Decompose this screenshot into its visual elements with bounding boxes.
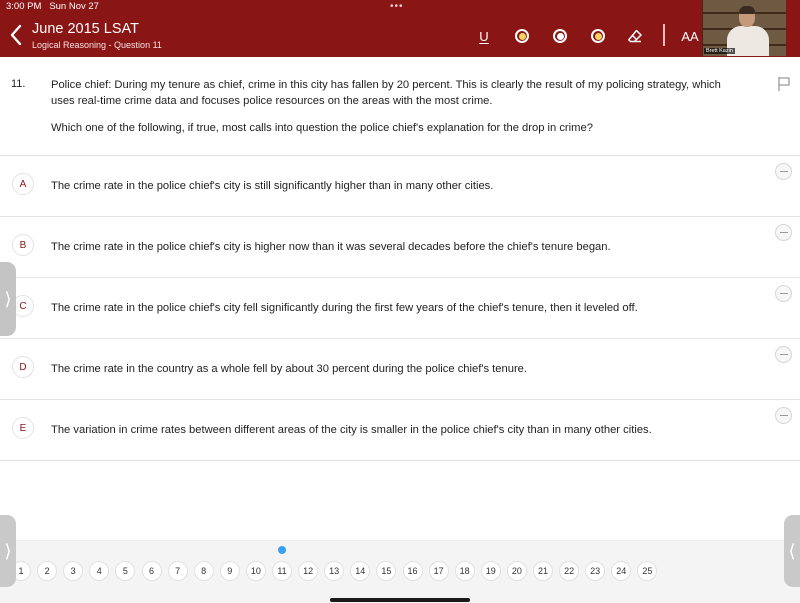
video-thumbnail[interactable] xyxy=(702,0,786,56)
chevron-left-icon: ⟨ xyxy=(788,540,796,561)
answer-letter: D xyxy=(12,356,34,378)
highlight-yellow-icon xyxy=(515,29,529,43)
question-nav-button[interactable]: 3 xyxy=(63,561,83,581)
question-nav-button[interactable]: 10 xyxy=(246,561,266,581)
strikethrough-icon[interactable] xyxy=(775,163,792,180)
question-nav-button[interactable]: 16 xyxy=(403,561,423,581)
chevron-right-icon: ⟩ xyxy=(4,540,12,561)
question-nav-button[interactable]: 17 xyxy=(429,561,449,581)
answer-choice-a[interactable] xyxy=(0,155,800,216)
question-nav-button[interactable]: 9 xyxy=(220,561,240,581)
highlight-white-icon xyxy=(553,29,567,43)
answer-letter: E xyxy=(12,417,34,439)
page-subtitle: Logical Reasoning - Question 11 xyxy=(32,40,162,50)
question-nav-button[interactable]: 12 xyxy=(298,561,318,581)
question-nav-button[interactable]: 13 xyxy=(324,561,344,581)
question-nav-button[interactable]: 7 xyxy=(168,561,188,581)
highlight-yellow-button[interactable] xyxy=(512,26,532,46)
question-nav-button[interactable]: 24 xyxy=(611,561,631,581)
question-nav-button[interactable]: 23 xyxy=(585,561,605,581)
question-nav-button[interactable]: 21 xyxy=(533,561,553,581)
answer-choice-b[interactable] xyxy=(0,216,800,277)
highlight-orange-icon xyxy=(591,29,605,43)
question-number: 11. xyxy=(11,78,26,90)
next-section-handle[interactable] xyxy=(784,515,800,587)
underline-icon: U xyxy=(479,28,489,44)
strikethrough-icon[interactable] xyxy=(775,224,792,241)
chevron-right-icon: ⟩ xyxy=(4,288,12,309)
question-nav-button[interactable]: 14 xyxy=(350,561,370,581)
divider xyxy=(0,460,800,461)
page-title: June 2015 LSAT xyxy=(32,21,139,37)
question-nav-button[interactable]: 19 xyxy=(481,561,501,581)
answer-text: The crime rate in the country as a whole fell by about 30 percent during the police chief's tenure. xyxy=(51,363,528,375)
font-size-button[interactable] xyxy=(678,26,702,46)
question-nav-button[interactable]: 5 xyxy=(115,561,135,581)
question-nav-button[interactable]: 20 xyxy=(507,561,527,581)
current-question-indicator xyxy=(278,546,286,554)
question-stimulus: Police chief: During my tenure as chief, crime in this city has fallen by 20 percent. This is clearly the result of my policing strategy, which uses real-time crime data and focuses police resources on the areas with the most crime. xyxy=(51,79,721,107)
header-bar xyxy=(0,0,800,57)
answer-text: The crime rate in the police chief's city is higher now than it was several decades before the chief's tenure began. xyxy=(51,241,611,253)
strikethrough-icon[interactable] xyxy=(775,285,792,302)
underline-tool-button[interactable] xyxy=(474,26,494,46)
status-time: 3:00 PM Sun Nov 27 xyxy=(6,1,99,12)
highlight-orange-button[interactable] xyxy=(588,26,608,46)
question-nav-button[interactable]: 8 xyxy=(194,561,214,581)
question-nav-button[interactable]: 1 xyxy=(11,561,31,581)
presenter-hair xyxy=(739,6,755,14)
answer-text: The crime rate in the police chief's city is still significantly higher than in many other cities. xyxy=(51,180,494,192)
question-nav-button[interactable]: 18 xyxy=(455,561,475,581)
answer-letter: B xyxy=(12,234,34,256)
strikethrough-icon[interactable] xyxy=(775,407,792,424)
answer-choice-e[interactable] xyxy=(0,399,800,460)
highlight-white-button[interactable] xyxy=(550,26,570,46)
answer-choice-d[interactable] xyxy=(0,338,800,399)
question-nav-button[interactable]: 2 xyxy=(37,561,57,581)
question-nav-button[interactable]: 22 xyxy=(559,561,579,581)
question-nav-button[interactable]: 15 xyxy=(376,561,396,581)
eraser-tool-button[interactable] xyxy=(625,26,645,46)
video-name-tag: Brett Kazin xyxy=(706,48,733,54)
toolbar-divider xyxy=(663,24,665,46)
question-nav-button[interactable]: 6 xyxy=(142,561,162,581)
strikethrough-icon[interactable] xyxy=(775,346,792,363)
question-nav-button[interactable]: 25 xyxy=(637,561,657,581)
answer-text: The crime rate in the police chief's city fell significantly during the first few years of the chief's tenure, then it leveled off. xyxy=(51,302,638,314)
answer-choice-c[interactable] xyxy=(0,277,800,338)
answer-text: The variation in crime rates between different areas of the city is smaller in the police chief's city than in many other cities. xyxy=(51,424,652,436)
back-chevron-icon[interactable] xyxy=(8,24,24,46)
question-stem: Which one of the following, if true, most calls into question the police chief's explanation for the drop in crime? xyxy=(51,122,593,134)
home-indicator xyxy=(330,598,470,602)
question-nav-button[interactable]: 11 xyxy=(272,561,292,581)
flag-icon[interactable] xyxy=(777,76,791,92)
answer-letter: A xyxy=(12,173,34,195)
question-nav-button[interactable]: 4 xyxy=(89,561,109,581)
prev-section-handle[interactable] xyxy=(0,515,16,587)
font-size-icon: AA xyxy=(681,28,699,44)
multitasking-dots-icon[interactable]: ••• xyxy=(390,1,404,12)
side-panel-handle-left[interactable] xyxy=(0,262,16,336)
answer-letter: C xyxy=(12,295,34,317)
eraser-icon xyxy=(627,28,643,44)
